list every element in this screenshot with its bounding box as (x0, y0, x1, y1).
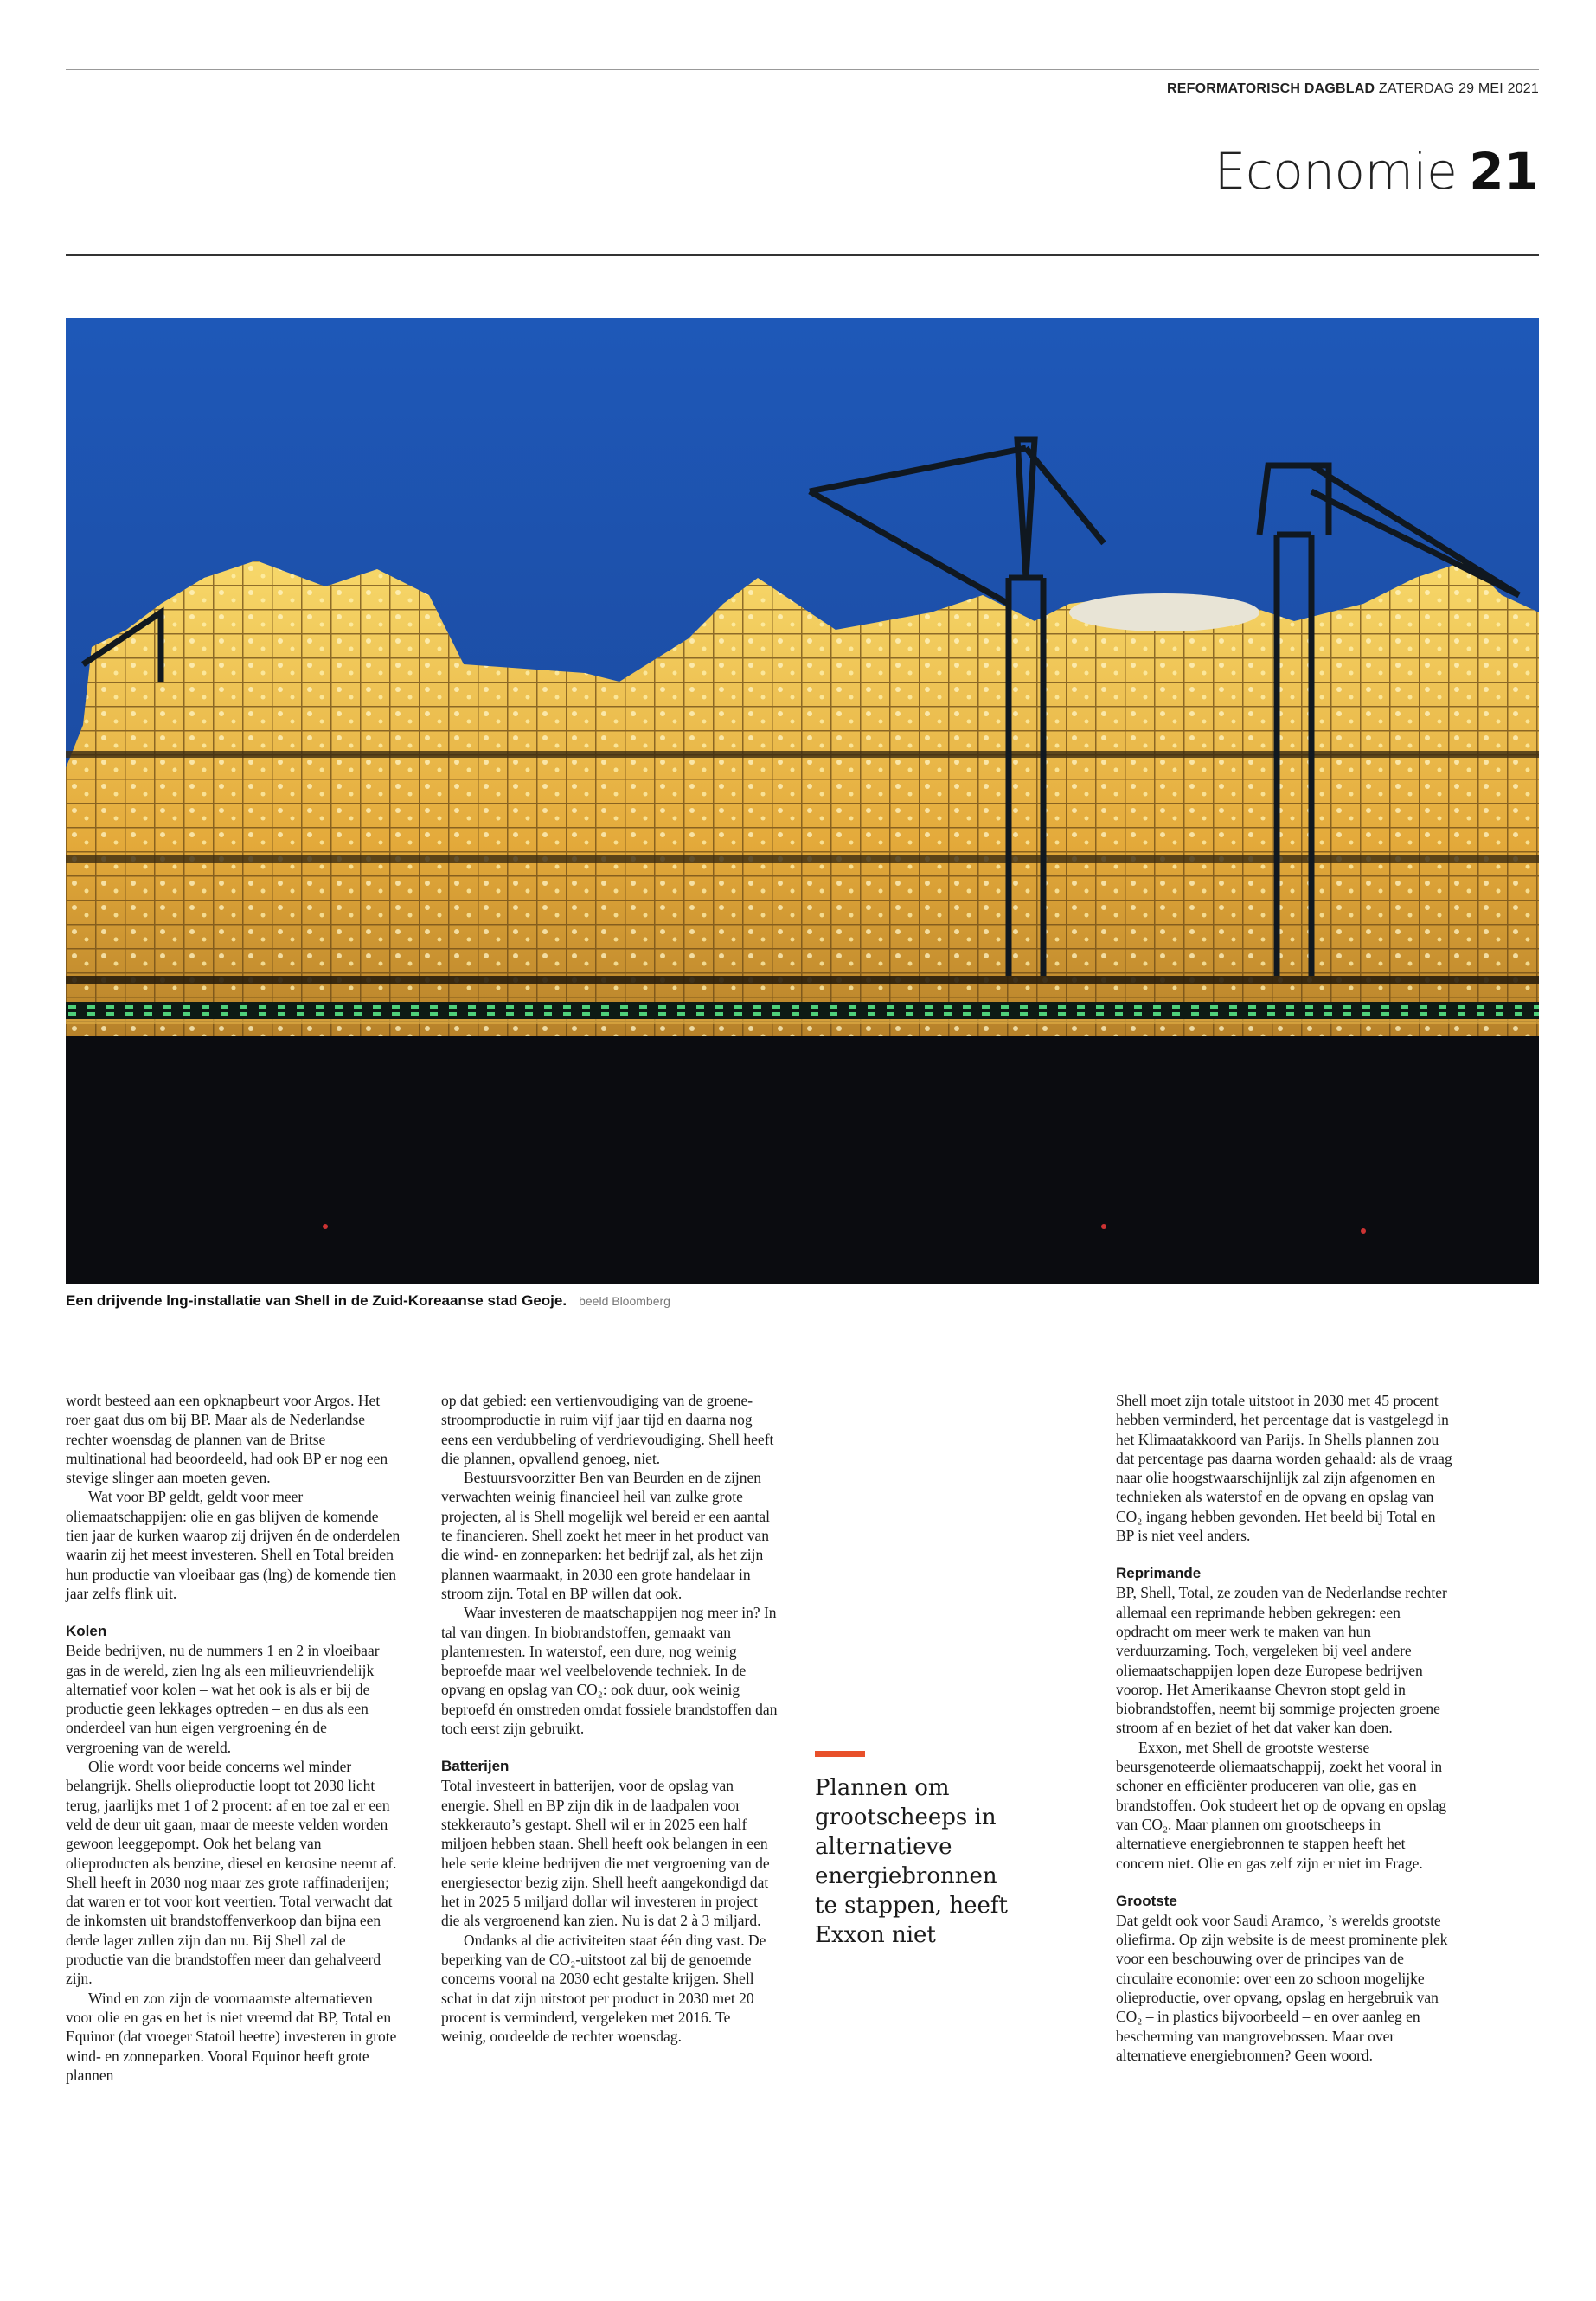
paragraph: Ondanks al die activiteiten staat één ding vast. De beperking van de CO₂-uitstoot zal bij de genoemde concerns vooral na 2030 echt gestalte krijgen. Shell schat in dat zijn uitstoot per product in 2030 met 20 procent is verminderd, vergeleken met 2016. Te weinig, oordeelde de rechter woensdag. (441, 1931, 766, 2046)
masthead (1167, 81, 1539, 97)
paragraph: Wind en zon zijn de voornaamste alternatieven voor olie en gas en het is niet vreemd dat BP, Total en Equinor (dat vroeger Statoil heette) investeren in grote wind- en zonneparken. Vooral Equinor heeft grote plannen (66, 1989, 397, 2084)
paragraph: BP, Shell, Total, ze zouden van de Nederlandse rechter allemaal een reprimande hebben gekregen: een opdracht om meer werk te maken van hun verduurzaming. Toch, vergeleken bij veel andere oliemaatschappijen lopen deze Europese bedrijven voorop. Het Amerikaanse Chevron stopt geld in biobrandstoffen, neemt bij sommige projecten groene stroom af en beziet of het dat vaker kan doen. (1116, 1584, 1447, 1737)
paragraph: Shell moet zijn totale uitstoot in 2030 met 45 procent hebben verminderd, het percentage dat is vastgelegd in het Klimaatakkoord van Parijs. In Shells plannen zou dat percentage pas daarna worden gehaald: als de vraag naar olie hoogstwaarschijnlijk zal zijn afgenomen en technieken als waterstof en de opvang en opslag van CO₂ ingang hebben gevonden. Het beeld bij Total en BP is niet veel anders. (1116, 1392, 1452, 1545)
subheading-kolen: Kolen (66, 1623, 107, 1640)
photo-credit: beeld Bloomberg (579, 1294, 670, 1308)
article-column-2 (441, 1391, 779, 2047)
article-column-3 (1116, 1391, 1453, 2065)
paragraph: Waar investeren de maatschappijen nog meer in? In tal van dingen. In biobrandstoffen, gemaakt van plantenresten. In waterstof, een dure, nog weinig beproefde maar wel veelbelovende techniek. In de opvang en opslag van CO₂: ook duur, ook weinig beproefd én omstreden omdat fossiele brandstoffen dan toch eerst zijn gebruikt. (441, 1604, 778, 1738)
section-title: Economie (1214, 142, 1458, 201)
paragraph: op dat gebied: een vertienvoudiging van de groene-stroomproductie in ruim vijf jaar tijd en daarna nog eens een verdubbeling of verdrievoudiging. Shell heeft die plannen, opvallend genoeg, niet. (441, 1392, 774, 1467)
section-rule (66, 254, 1539, 256)
caption-text: Een drijvende lng-installatie van Shell in de Zuid-Koreaanse stad Geoje. (66, 1292, 567, 1309)
paragraph: Beide bedrijven, nu de nummers 1 en 2 in vloeibaar gas in de wereld, zien lng als een milieuvriendelijk alternatief voor kolen – wat het ook is als er bij de productie geen lekkages optreden – en dus als een onderdeel van hun eigen vergroening én de vergroening van de wereld. (66, 1642, 380, 1756)
subheading-grootste: Grootste (1116, 1892, 1177, 1909)
top-rule (66, 69, 1539, 70)
paragraph: Exxon, met Shell de grootste westerse beursgenoteerde oliemaatschappij, zoekt het vooral in schoner en efficiënter produceren van olie, gas en brandstoffen. Ook studeert het op de opvang en opslag van CO₂. Maar plannen om grootscheeps in alternatieve energiebronnen te stappen heeft het concern niet. Olie en gas zelf zijn er niet im Frage. (1116, 1738, 1447, 1872)
section-header (1215, 142, 1539, 201)
article-column-1 (66, 1391, 403, 2085)
subheading-reprimande: Reprimande (1116, 1565, 1202, 1582)
page-number: 21 (1469, 142, 1539, 201)
issue-date: ZATERDAG 29 MEI 2021 (1378, 81, 1539, 96)
newspaper-name: REFORMATORISCH DAGBLAD (1166, 81, 1375, 96)
photo-caption (66, 1292, 670, 1310)
paragraph: Total investeert in batterijen, voor de opslag van energie. Shell en BP zijn dik in de laadpalen voor stekkerauto’s gestapt. Shell wil er in 2025 een half miljoen hebben staan. Shell heeft ook belangen in een hele serie kleine bedrijven die met vergroening van de energiesector bezig zijn. Shell heeft aangekondigd dat het in 2025 5 miljard dollar wil investeren in project die als vergroenend kan zien. Nu is dat 2 à 3 miljard. (441, 1777, 770, 1930)
pull-quote-accent (815, 1751, 865, 1757)
paragraph: Olie wordt voor beide concerns wel minder belangrijk. Shells olieproductie loopt tot 2030 licht terug, jaarlijks met 1 of 2 procent: af en toe zal er een veld de deur uit gaan, maar de meeste velden worden gewoon leeggepompt. Ook het belang van olieproducten als benzine, diesel en kerosine neemt af. Shell heeft in 2030 nog maar zes grote raffinaderijen; dat waren er tot voor kort veertien. Total verwacht dat de inkomsten uit brandstoffenverkoop dan bijna een derde lager zullen zijn dan nu. Bij Shell zal de productie van die brandstoffen meer dan gehalveerd zijn. (66, 1758, 397, 1988)
paragraph: Wat voor BP geldt, geldt voor meer oliemaatschappijen: olie en gas blijven de komende tien jaar de kurken waarop zij drijven én de onderdelen waarin zij het meest investeren. Shell en Total breiden hun productie van vloeibaar gas (lng) de komende tien jaar zelfs flink uit. (66, 1488, 401, 1602)
paragraph: Bestuursvoorzitter Ben van Beurden en de zijnen verwachten weinig financieel heil van zulke grote projecten, al is Shell mogelijk wel bereid er een aantal te financieren. Shell zoekt het meer in het product van die wind- en zonneparken: het bedrijf zal, als het zijn plannen waarmaakt, in 2030 een grote handelaar in stroom zijn. Total en BP willen dat ook. (441, 1469, 770, 1602)
paragraph: Dat geldt ook voor Saudi Aramco, ’s werelds grootste oliefirma. Op zijn website is de meest prominente plek voor een beschouwing over de principes van de circulaire economie: over een zo schoon mogelijke olieproductie, over opvang, opslag en hergebruik van CO₂ – in plastics bijvoorbeeld – en over aanleg en bescherming van mangrovebossen. Maar over alternatieve energiebronnen? Geen woord. (1116, 1911, 1448, 2064)
lng-installation-photo (66, 318, 1539, 1284)
paragraph: wordt besteed aan een opknapbeurt voor Argos. Het roer gaat dus om bij BP. Maar als de Nederlandse rechter woensdag de plannen van de Britse multinational had beoordeeld, had ook BP er nog een stevige slinger aan moeten geven. (66, 1392, 388, 1487)
subheading-batterijen: Batterijen (441, 1758, 510, 1775)
pull-quote: Plannen om grootscheeps in alternatieve energiebronnen te stappen, heeft Exxon niet (815, 1775, 1008, 1948)
